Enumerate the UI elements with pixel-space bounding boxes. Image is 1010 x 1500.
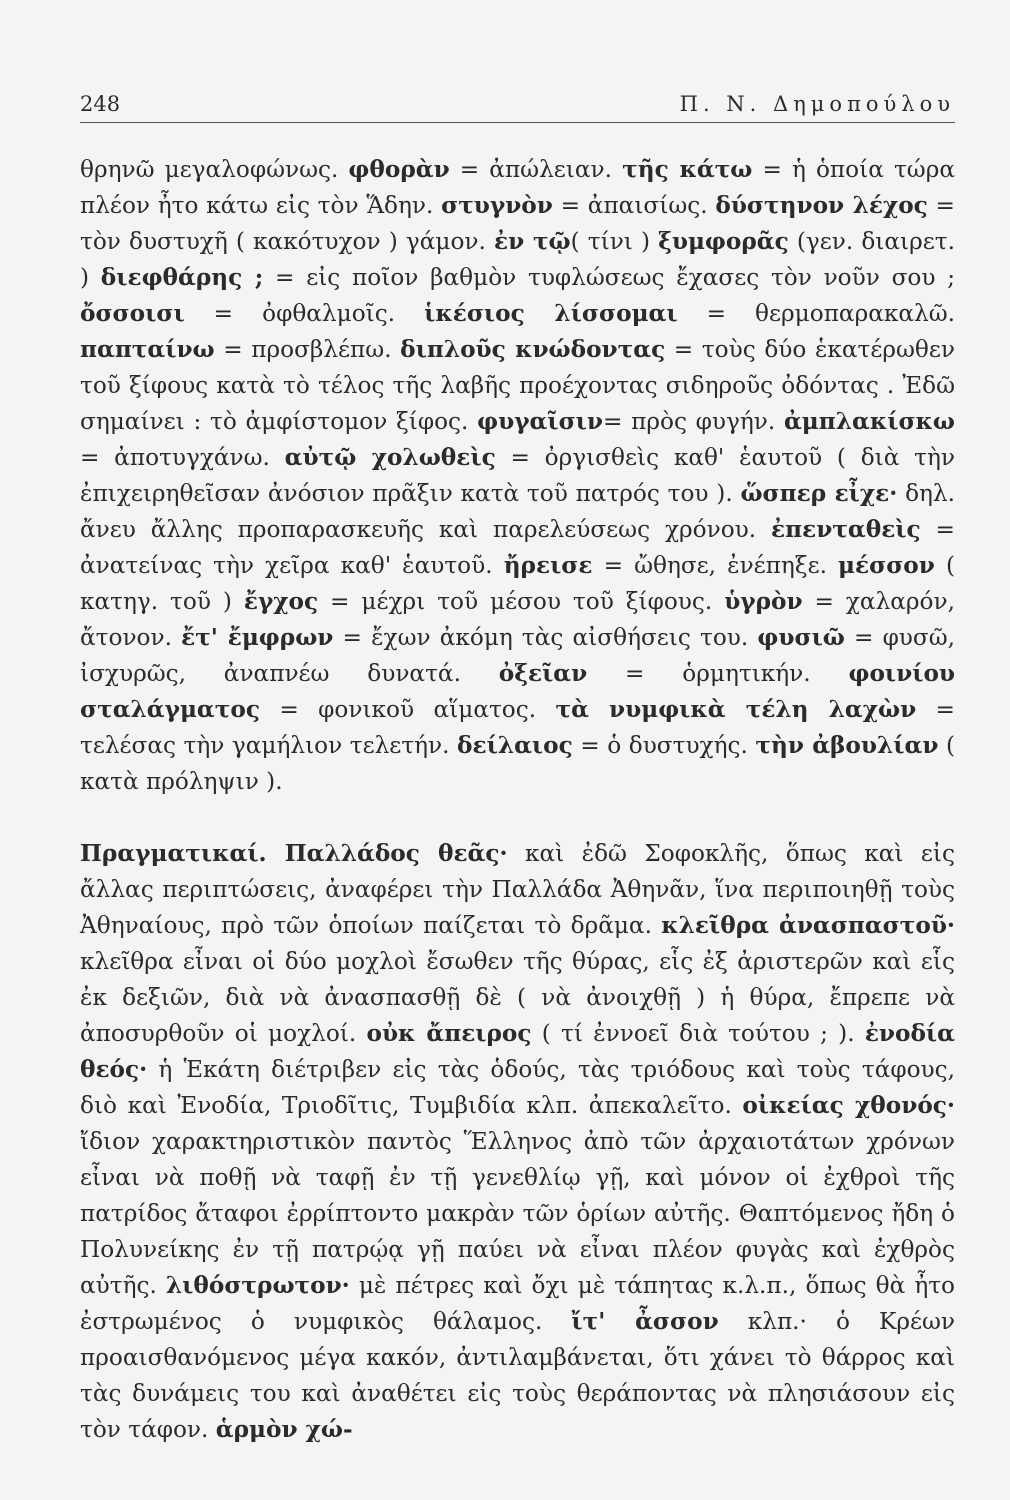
gloss-text: = τελέσας τὴν γαμήλιον τελετήν.	[80, 696, 955, 759]
gloss-term: διεφθάρης ;	[100, 264, 264, 291]
running-head: Π. Ν. Δημοπούλου	[679, 92, 955, 116]
gloss-text: = ἀπαισίως.	[552, 192, 716, 219]
page-number: 248	[80, 92, 121, 116]
gloss-text: = χαλαρόν, ἄτονον.	[80, 588, 955, 651]
gloss-term: στυγνὸν	[441, 192, 553, 219]
gloss-term: τὰ νυμφικὰ τέλη λαχὼν	[555, 696, 917, 723]
gloss-term: ξυμφορᾶς	[658, 228, 789, 255]
paragraph	[80, 836, 955, 1448]
gloss-term: ἤρεισε	[503, 552, 593, 579]
gloss-term: τὴν ἀβουλίαν	[755, 732, 939, 759]
gloss-text: κλεῖθρα εἶναι οἱ δύο μοχλοὶ ἔσωθεν τῆς θύρας, εἷς ἐξ ἀριστερῶν καὶ εἷς ἐκ δεξιῶν, διὰ νὰ ἀνασπασθῇ δὲ ( νὰ ἀνοιχθῇ ) ἡ θύρα, ἔπρεπε νὰ ἀποσυρθοῦν οἱ μοχλοί.	[80, 948, 955, 1047]
gloss-text: = προσβλέπω.	[214, 336, 401, 363]
gloss-term: ὀξεῖαν	[498, 660, 588, 687]
gloss-term: κλεῖθρα ἀνασπαστοῦ·	[661, 912, 955, 939]
gloss-term: ἔτ' ἔμφρων	[181, 624, 334, 651]
gloss-text: = ὁ δυστυχής.	[572, 732, 756, 759]
gloss-text: καὶ ἐδῶ Σοφοκλῆς, ὅπως καὶ εἰς ἄλλας περιπτώσεις, ἀναφέρει τὴν Παλλάδα Ἀθηνᾶν, ἵνα περιποιηθῇ τοὺς Ἀθηναίους, πρὸ τῶν ὁποίων παίζεται τὸ δρᾶμα.	[80, 840, 955, 939]
gloss-text: = τοὺς δύο ἑκατέρωθεν τοῦ ξίφους κατὰ τὸ τέλος τῆς λαβῆς προέχοντας σιδηροῦς ὀδόντας . Ἐδῶ σημαίνει : τὸ ἀμφίστομον ξίφος.	[80, 336, 955, 435]
gloss-term: ὄσσοισι	[80, 300, 185, 327]
gloss-text: = θερμοπαρακαλῶ.	[677, 300, 956, 327]
gloss-term: ἀμπλακίσκω	[783, 408, 955, 435]
gloss-term: φυγαῖσιν	[477, 408, 603, 435]
gloss-text: κλπ.· ὁ Κρέων προαισθανόμενος μέγα κακόν, ἀντιλαμβάνεται, ὅτι χάνει τὸ θάρρος καὶ τὰς δυνάμεις του καὶ ἀναθέτει εἰς τοὺς θεράποντας νὰ πλησιάσουν εἰς τὸν τάφον.	[80, 1308, 955, 1443]
gloss-text: = ὀφθαλμοῖς.	[184, 300, 425, 327]
gloss-term: δείλαιος	[457, 732, 573, 759]
gloss-term: ἔγχος	[243, 588, 319, 615]
gloss-text: = ὀργισθεὶς καθ' ἑαυτοῦ ( διὰ τὴν ἐπιχειρηθεῖσαν ἀνόσιον πρᾶξιν κατὰ τοῦ πατρός του ).	[80, 444, 955, 507]
gloss-term: ἱκέσιος λίσσομαι	[424, 300, 678, 327]
gloss-term: φθορὰν	[348, 156, 450, 183]
gloss-text: = πρὸς φυγήν.	[603, 408, 784, 435]
gloss-text: = φυσῶ, ἰσχυρῶς, ἀναπνέω δυνατά.	[80, 624, 956, 687]
gloss-text: ἴδιον χαρακτηριστικὸν παντὸς Ἕλληνος ἀπὸ τῶν ἀρχαιοτάτων χρόνων εἶναι νὰ ποθῇ νὰ ταφῇ ἐν τῇ γενεθλίῳ γῇ, καὶ μόνον οἱ ἐχθροὶ τῆς πατρίδος ἄταφοι ἐρρίπτοντο μακρὰν τῶν ὁρίων αὐτῆς. Θαπτόμενος ἤδη ὁ Πολυνείκης ἐν τῇ πατρῴᾳ γῇ παύει νὰ εἶναι πλέον φυγὰς καὶ ἐχθρὸς αὐτῆς.	[80, 1128, 955, 1299]
gloss-text: = ἀποτυγχάνω.	[80, 444, 285, 471]
gloss-text: = ἡ ὁποία τώρα πλέον ἦτο κάτω εἰς τὸν Ἅδην.	[80, 156, 955, 219]
gloss-text: = τὸν δυστυχῆ ( κακότυχον ) γάμον.	[80, 192, 955, 255]
gloss-text: δηλ. ἄνευ ἄλλης προπαρασκευῆς καὶ παρελεύσεως χρόνου.	[80, 480, 955, 543]
gloss-term: ἐπενταθεὶς	[771, 516, 921, 543]
gloss-term: τῆς κάτω	[622, 156, 753, 183]
gloss-term: φυσιῶ	[757, 624, 845, 651]
gloss-text: = ὁρμητικήν.	[587, 660, 849, 687]
gloss-term: ἴτ' ἆσσον	[571, 1308, 719, 1335]
gloss-term: αὐτῷ χολωθεὶς	[284, 444, 496, 471]
gloss-text: = ἀπώλειαν.	[449, 156, 623, 183]
gloss-text: = μέχρι τοῦ μέσου τοῦ ξίφους.	[318, 588, 725, 615]
gloss-term: ὥσπερ εἶχε·	[740, 480, 898, 507]
gloss-text: ἡ Ἑκάτη διέτριβεν εἰς τὰς ὁδούς, τὰς τριόδους καὶ τοὺς τάφους, διὸ καὶ Ἐνοδία, Τριοδῖτις, Τυμβιδία κλπ. ἀπεκαλεῖτο.	[80, 1056, 955, 1119]
gloss-term: ἁρμὸν χώ-	[215, 1416, 353, 1443]
gloss-term: ἐν τῷ	[493, 228, 571, 255]
gloss-term: δύστηνον λέχος	[715, 192, 928, 219]
gloss-text: ( κατηγ. τοῦ )	[80, 552, 955, 615]
gloss-text: (γεν. διαιρετ. )	[80, 228, 955, 291]
gloss-text: = ὤθησε, ἐνέπηξε.	[592, 552, 839, 579]
page-header	[80, 88, 955, 123]
gloss-term: μέσσον	[838, 552, 935, 579]
gloss-term: λιθόστρωτον·	[165, 1272, 350, 1299]
gloss-term: οὐκ ἄπειρος	[366, 1020, 532, 1047]
gloss-text: μὲ πέτρες καὶ ὄχι μὲ τάπητας κ.λ.π., ὅπως θὰ ἦτο ἐστρωμένος ὁ νυμφικὸς θάλαμος.	[80, 1272, 956, 1335]
gloss-text: = ἀνατείνας τὴν χεῖρα καθ' ἑαυτοῦ.	[80, 516, 955, 579]
commentary-text	[80, 152, 955, 1448]
gloss-term: ἐνοδία θεός·	[80, 1020, 955, 1083]
gloss-term: παπταίνω	[80, 336, 215, 363]
gloss-text: = εἰς ποῖον βαθμὸν τυφλώσεως ἔχασες τὸν νοῦν σου ;	[263, 264, 956, 291]
gloss-term: οἰκείας χθονός·	[742, 1092, 955, 1119]
gloss-text: ( τί ἐννοεῖ διὰ τούτου ; ).	[531, 1020, 865, 1047]
gloss-text: ( τίνι )	[570, 228, 659, 255]
gloss-text: ( κατὰ πρόληψιν ).	[80, 732, 955, 795]
gloss-term: φοινίου σταλάγματος	[80, 660, 955, 723]
gloss-term: διπλοῦς κνώδοντας	[400, 336, 666, 363]
gloss-text: = φονικοῦ αἵματος.	[259, 696, 556, 723]
gloss-text: = ἔχων ἀκόμη τὰς αἰσθήσεις του.	[333, 624, 758, 651]
gloss-term: Πραγματικαί. Παλλάδος θεᾶς·	[80, 840, 508, 867]
gloss-text: θρηνῶ μεγαλοφώνως.	[80, 156, 349, 183]
gloss-term: ὑγρὸν	[724, 588, 803, 615]
paragraph	[80, 152, 955, 800]
